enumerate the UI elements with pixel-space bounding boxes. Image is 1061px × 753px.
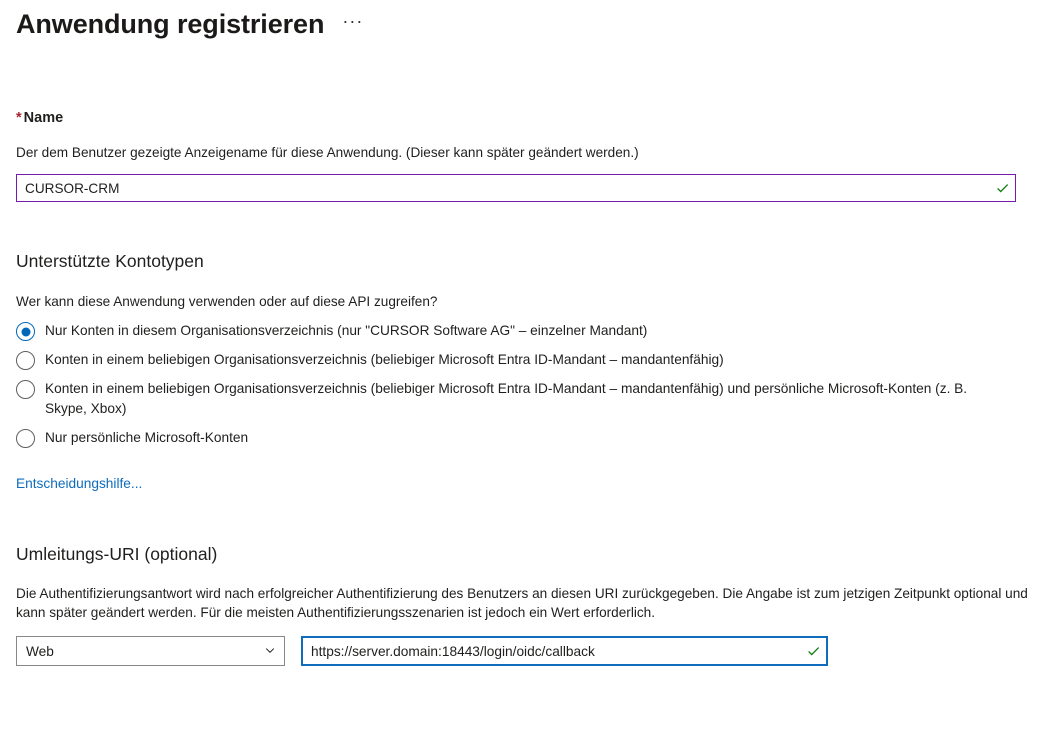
- checkmark-icon: [800, 644, 826, 659]
- platform-select[interactable]: [16, 636, 285, 666]
- decision-help-link[interactable]: Entscheidungshilfe...: [16, 476, 143, 491]
- page-header: [16, 0, 1045, 42]
- more-actions-icon[interactable]: ···: [342, 11, 364, 31]
- required-asterisk: *: [16, 110, 22, 126]
- radio-label: Konten in einem beliebigen Organisationsverzeichnis (beliebiger Microsoft Entra ID-Mandant – mandantenfähig) und persönliche Microsoft-Konten (z. B. Skype, Xbox): [45, 381, 968, 416]
- name-input-wrapper[interactable]: [16, 174, 1016, 202]
- account-types-heading: Unterstützte Kontotypen: [16, 251, 204, 271]
- radio-label: Nur persönliche Microsoft-Konten: [45, 430, 249, 445]
- platform-select-value: Web: [26, 643, 54, 659]
- name-input[interactable]: [17, 176, 989, 200]
- radio-option-multitenant[interactable]: [16, 350, 1045, 370]
- radio-option-multitenant-personal[interactable]: [16, 379, 1045, 419]
- radio-icon[interactable]: [16, 380, 35, 399]
- redirect-uri-description: Die Authentifizierungsantwort wird nach erfolgreicher Authentifizierung des Benutzers an diesen URI zurückgegeben. Die Angabe ist zum jetzigen Zeitpunkt optional und kann später geändert werden. Für die meisten Authentifizierungsszenarien ist jedoch ein Wert erforderlich.: [16, 586, 1028, 620]
- account-types-question: Wer kann diese Anwendung verwenden oder auf diese API zugreifen?: [16, 294, 438, 309]
- radio-icon[interactable]: [16, 429, 35, 448]
- page-title: Anwendung registrieren: [16, 9, 325, 39]
- radio-icon[interactable]: [16, 351, 35, 370]
- radio-label: Nur Konten in diesem Organisationsverzeichnis (nur "CURSOR Software AG" – einzelner Mandant): [45, 323, 648, 338]
- account-types-radio-group[interactable]: [16, 321, 1045, 448]
- radio-label: Konten in einem beliebigen Organisationsverzeichnis (beliebiger Microsoft Entra ID-Mandant – mandantenfähig): [45, 352, 724, 367]
- name-label-text: Name: [23, 110, 64, 126]
- chevron-down-icon[interactable]: [256, 645, 284, 657]
- redirect-uri-input-wrapper[interactable]: [301, 636, 828, 666]
- redirect-uri-block: [16, 542, 1045, 666]
- radio-option-personal-only[interactable]: [16, 428, 1045, 448]
- name-label: [16, 110, 1045, 126]
- radio-icon[interactable]: [16, 322, 35, 341]
- account-types-block: [16, 249, 1045, 493]
- name-field-block: [16, 110, 1045, 202]
- checkmark-icon: [989, 181, 1015, 196]
- name-description: Der dem Benutzer gezeigte Anzeigename für diese Anwendung. (Dieser kann später geändert werden.): [16, 145, 639, 160]
- redirect-uri-heading: Umleitungs-URI (optional): [16, 544, 218, 564]
- redirect-uri-input[interactable]: [303, 639, 800, 663]
- redirect-uri-row: [16, 636, 1045, 666]
- radio-option-single-tenant[interactable]: [16, 321, 1045, 341]
